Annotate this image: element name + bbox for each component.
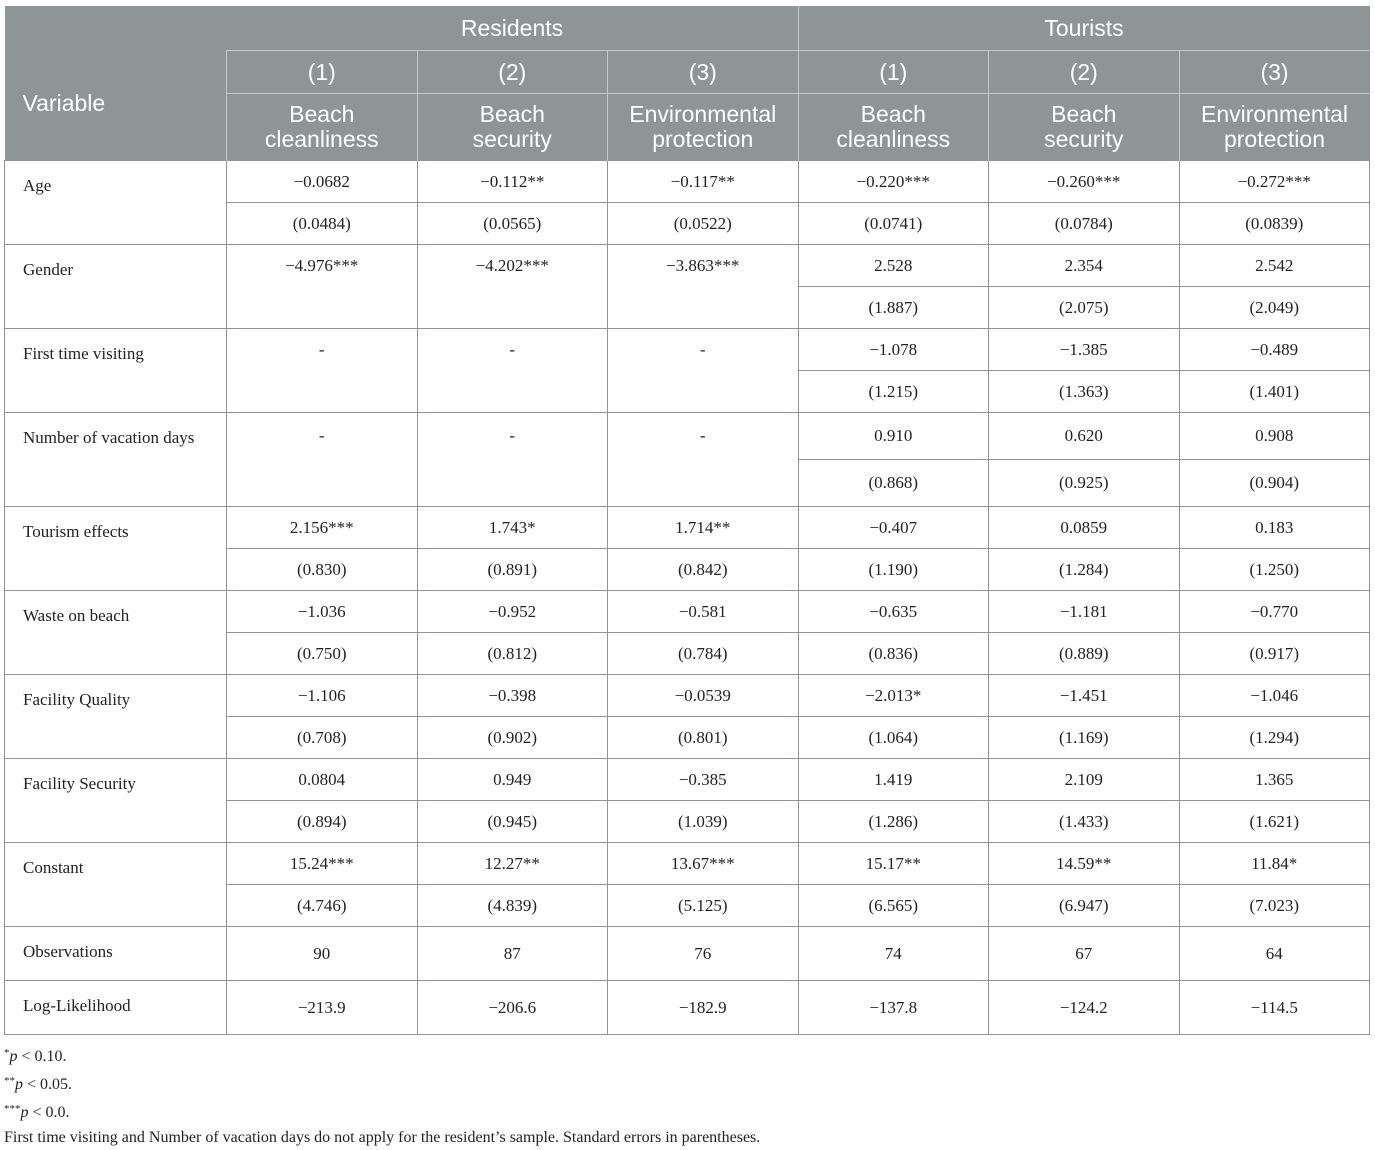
coef-cell: 0.0804 [227, 759, 418, 801]
coef-cell: 2.542 [1179, 245, 1370, 287]
stat-cell: 76 [608, 927, 799, 981]
column-name-line: cleanliness [836, 126, 951, 152]
se-cell: (1.433) [989, 801, 1180, 843]
coef-cell: −1.078 [798, 329, 989, 371]
se-cell: (0.708) [227, 717, 418, 759]
stat-cell: −124.2 [989, 981, 1180, 1035]
row-label: Tourism effects [5, 507, 227, 591]
stat-cell: −206.6 [417, 981, 608, 1035]
se-cell: (1.286) [798, 801, 989, 843]
stat-cell: 87 [417, 927, 608, 981]
coef-cell: 2.528 [798, 245, 989, 287]
se-cell: (0.945) [417, 801, 608, 843]
se-cell: (5.125) [608, 885, 799, 927]
column-name-line: Environmental [1200, 101, 1349, 127]
table-row [5, 591, 1370, 633]
coef-cell: −4.202*** [417, 245, 608, 287]
coef-cell: 1.714** [608, 507, 799, 549]
table-row [5, 759, 1370, 801]
se-cell: (1.284) [989, 549, 1180, 591]
note-p010: *p < 0.10. [4, 1047, 67, 1065]
stat-label: Log-Likelihood [5, 981, 227, 1035]
coef-cell: −1.451 [989, 675, 1180, 717]
stat-row [5, 927, 1370, 981]
table-body [5, 161, 1370, 1035]
row-label: Waste on beach [5, 591, 227, 675]
se-cell: (0.0741) [798, 203, 989, 245]
se-cell [608, 371, 799, 413]
coef-cell: −1.385 [989, 329, 1180, 371]
regression-table [4, 6, 1370, 1035]
column-name-line: security [472, 126, 552, 152]
coef-cell: - [417, 329, 608, 371]
coef-cell: 0.183 [1179, 507, 1370, 549]
coef-cell: 1.365 [1179, 759, 1370, 801]
group-header-tourists: Tourists [798, 6, 1370, 51]
se-cell: (6.565) [798, 885, 989, 927]
se-cell: (0.784) [608, 633, 799, 675]
coef-cell: −0.398 [417, 675, 608, 717]
coef-cell: −0.0539 [608, 675, 799, 717]
stat-cell: −213.9 [227, 981, 418, 1035]
se-cell: (0.891) [417, 549, 608, 591]
se-cell: (4.839) [417, 885, 608, 927]
note-footer: First time visiting and Number of vacation days do not apply for the resident’s sample. Standard errors in parentheses. [4, 1129, 761, 1146]
stat-cell: −137.8 [798, 981, 989, 1035]
se-cell: (0.842) [608, 549, 799, 591]
note-p00: ***p < 0.0. [4, 1103, 70, 1121]
stat-cell: 67 [989, 927, 1180, 981]
column-name-line: protection [652, 126, 754, 152]
stat-cell: 90 [227, 927, 418, 981]
se-cell [417, 287, 608, 329]
se-cell: (0.0522) [608, 203, 799, 245]
se-cell: (4.746) [227, 885, 418, 927]
coef-cell: −0.407 [798, 507, 989, 549]
coef-cell: - [227, 329, 418, 371]
se-cell: (0.836) [798, 633, 989, 675]
column-name-header [417, 94, 608, 161]
coef-cell: 1.419 [798, 759, 989, 801]
column-name-line: Beach [289, 101, 355, 127]
se-cell: (1.190) [798, 549, 989, 591]
se-cell: (0.868) [798, 460, 989, 507]
se-cell [417, 371, 608, 413]
column-name-line: security [1044, 126, 1124, 152]
coef-cell: −0.581 [608, 591, 799, 633]
variable-header: Variable [5, 6, 227, 161]
column-name-line: Beach [1051, 101, 1117, 127]
coef-cell: −0.260*** [989, 161, 1180, 203]
se-cell: (2.049) [1179, 287, 1370, 329]
se-cell [608, 287, 799, 329]
column-name-header [227, 94, 418, 161]
stat-row [5, 981, 1370, 1035]
se-cell: (0.904) [1179, 460, 1370, 507]
row-label: Constant [5, 843, 227, 927]
row-label: Facility Security [5, 759, 227, 843]
coef-cell: 15.24*** [227, 843, 418, 885]
coef-cell: 13.67*** [608, 843, 799, 885]
coef-cell: −0.489 [1179, 329, 1370, 371]
regression-table-container [4, 6, 1370, 1150]
coef-cell: - [417, 413, 608, 460]
coef-cell: −0.0682 [227, 161, 418, 203]
coef-cell: −4.976*** [227, 245, 418, 287]
se-cell: (1.621) [1179, 801, 1370, 843]
column-name-header [989, 94, 1180, 161]
coef-cell: −0.112** [417, 161, 608, 203]
group-header-residents: Residents [227, 6, 799, 51]
column-number-header: (1) [227, 51, 418, 94]
se-cell: (1.294) [1179, 717, 1370, 759]
se-cell [608, 460, 799, 507]
column-name-header [1179, 94, 1370, 161]
coef-cell: −1.036 [227, 591, 418, 633]
stat-cell: 74 [798, 927, 989, 981]
note-p005: **p < 0.05. [4, 1075, 73, 1093]
column-number-header: (3) [608, 51, 799, 94]
column-name-header [608, 94, 799, 161]
row-label: Facility Quality [5, 675, 227, 759]
se-cell: (0.0784) [989, 203, 1180, 245]
coef-cell: 2.156*** [227, 507, 418, 549]
coef-cell: −3.863*** [608, 245, 799, 287]
coef-cell: 1.743* [417, 507, 608, 549]
table-row [5, 843, 1370, 885]
coef-cell: 12.27** [417, 843, 608, 885]
coef-cell: −0.952 [417, 591, 608, 633]
se-cell [227, 460, 418, 507]
stat-cell: 64 [1179, 927, 1370, 981]
coef-cell: - [227, 413, 418, 460]
column-name-line: protection [1223, 126, 1325, 152]
column-name-line: Environmental [629, 101, 777, 127]
row-label: Age [5, 161, 227, 245]
table-row [5, 161, 1370, 203]
se-cell: (1.169) [989, 717, 1180, 759]
coef-cell: −1.046 [1179, 675, 1370, 717]
se-cell [227, 371, 418, 413]
row-label: Number of vacation days [5, 413, 227, 507]
coef-cell: 0.908 [1179, 413, 1370, 460]
column-number-header: (3) [1179, 51, 1370, 94]
se-cell: (0.830) [227, 549, 418, 591]
row-label: Gender [5, 245, 227, 329]
coef-cell: −0.272*** [1179, 161, 1370, 203]
coef-cell: −0.385 [608, 759, 799, 801]
se-cell: (1.401) [1179, 371, 1370, 413]
table-row [5, 675, 1370, 717]
column-number-header: (2) [417, 51, 608, 94]
coef-cell: −0.117** [608, 161, 799, 203]
coef-cell: 0.910 [798, 413, 989, 460]
se-cell: (6.947) [989, 885, 1180, 927]
se-cell: (0.925) [989, 460, 1180, 507]
row-label: First time visiting [5, 329, 227, 413]
se-cell: (1.250) [1179, 549, 1370, 591]
coef-cell: −0.770 [1179, 591, 1370, 633]
table-notes [4, 1041, 1370, 1150]
column-number-header: (1) [798, 51, 989, 94]
coef-cell: 0.620 [989, 413, 1180, 460]
coef-cell: 0.949 [417, 759, 608, 801]
coef-cell: −2.013* [798, 675, 989, 717]
column-name-line: Beach [860, 101, 926, 127]
stat-label: Observations [5, 927, 227, 981]
se-cell: (0.902) [417, 717, 608, 759]
se-cell: (7.023) [1179, 885, 1370, 927]
stat-cell: −114.5 [1179, 981, 1370, 1035]
table-row [5, 329, 1370, 371]
se-cell: (1.887) [798, 287, 989, 329]
column-name-line: cleanliness [264, 126, 379, 152]
coef-cell: −1.181 [989, 591, 1180, 633]
coef-cell: 11.84* [1179, 843, 1370, 885]
se-cell [417, 460, 608, 507]
coef-cell: 14.59** [989, 843, 1180, 885]
coef-cell: 0.0859 [989, 507, 1180, 549]
se-cell: (2.075) [989, 287, 1180, 329]
coef-cell: −1.106 [227, 675, 418, 717]
se-cell [227, 287, 418, 329]
se-cell: (0.889) [989, 633, 1180, 675]
table-header [5, 6, 1370, 161]
se-cell: (0.812) [417, 633, 608, 675]
coef-cell: 2.109 [989, 759, 1180, 801]
se-cell: (0.0484) [227, 203, 418, 245]
se-cell: (0.917) [1179, 633, 1370, 675]
se-cell: (1.064) [798, 717, 989, 759]
coef-cell: −0.220*** [798, 161, 989, 203]
se-cell: (1.363) [989, 371, 1180, 413]
se-cell: (0.0565) [417, 203, 608, 245]
table-row [5, 507, 1370, 549]
se-cell: (1.215) [798, 371, 989, 413]
stat-cell: −182.9 [608, 981, 799, 1035]
column-name-line: Beach [479, 101, 545, 127]
coef-cell: −0.635 [798, 591, 989, 633]
coef-cell: - [608, 329, 799, 371]
se-cell: (0.894) [227, 801, 418, 843]
se-cell: (0.0839) [1179, 203, 1370, 245]
column-name-header [798, 94, 989, 161]
coef-cell: 2.354 [989, 245, 1180, 287]
table-row [5, 413, 1370, 460]
se-cell: (1.039) [608, 801, 799, 843]
coef-cell: 15.17** [798, 843, 989, 885]
se-cell: (0.750) [227, 633, 418, 675]
table-row [5, 245, 1370, 287]
column-number-header: (2) [989, 51, 1180, 94]
se-cell: (0.801) [608, 717, 799, 759]
coef-cell: - [608, 413, 799, 460]
